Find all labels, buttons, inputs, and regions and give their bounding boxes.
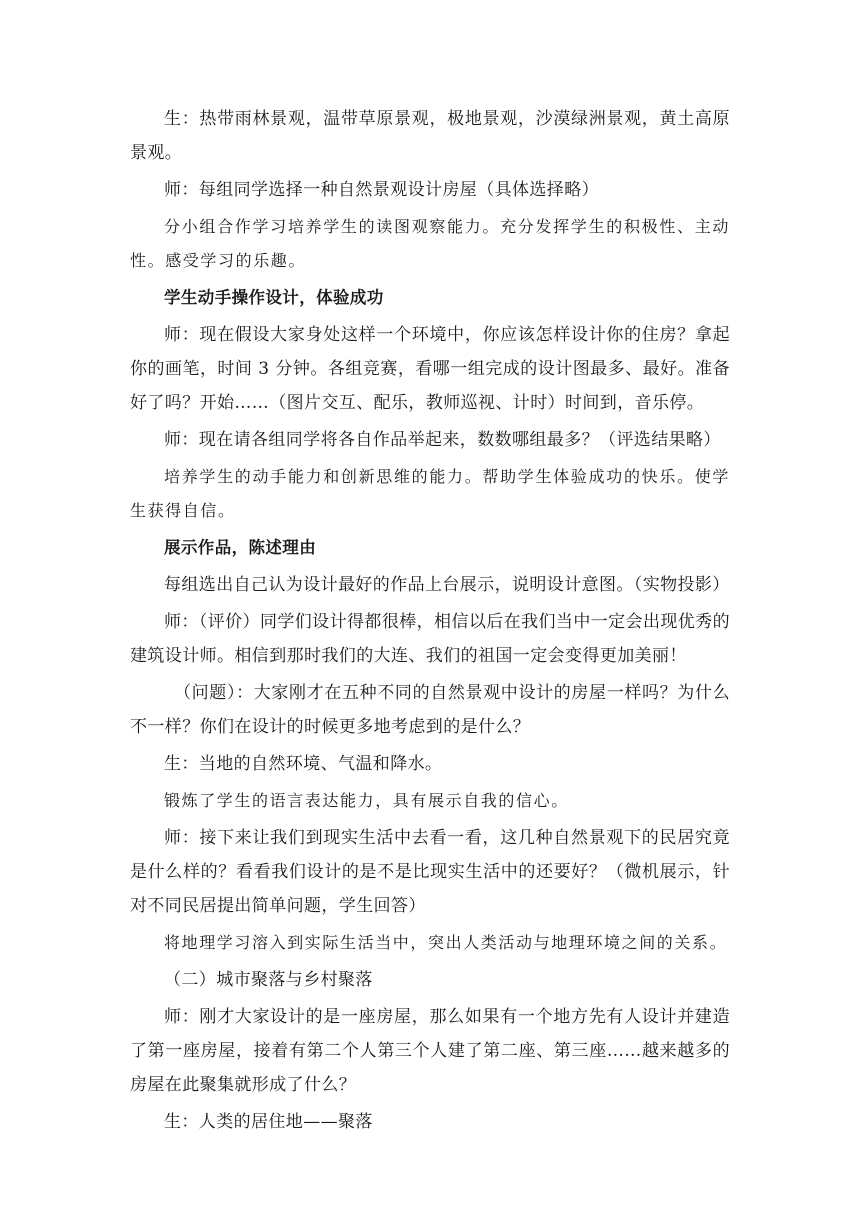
paragraph-teacher-settlement-question: 师：刚才大家设计的是一座房屋，那么如果有一个地方先有人设计并建造了第一座房屋，接着有第二个人第三个人建了第二座、第三座……越来越多的房屋在此聚集就形成了什么？ (130, 1007, 730, 1095)
paragraph-note-geography-life: 将地理学习溶入到实际生活当中，突出人类活动与地理环境之间的关系。 (164, 933, 728, 952)
paragraph-student-answer-settlement: 生：人类的居住地——聚落 (164, 1112, 373, 1132)
section-heading-present: 展示作品，陈述理由 (164, 538, 317, 557)
paragraph-note-expression: 锻炼了学生的语言表达能力，具有展示自我的信心。 (164, 791, 569, 810)
paragraph-question: （问题）：大家刚才在五种不同的自然景观中设计的房屋一样吗？为什么不一样？你们在设计的时候更多地考虑到的是什么？ (130, 683, 730, 737)
paragraph-teacher-raise-works: 师：现在请各组同学将各自作品举起来，数数哪组最多？（评选结果略） (164, 430, 721, 450)
paragraph-teacher-real-life: 师：接下来让我们到现实生活中去看一看，这几种自然景观下的民居究竟是什么样的？看看我们设计的是不是比现实生活中的还要好？（微机展示，针对不同民居提出简单问题，学生回答） (130, 828, 730, 916)
paragraph-student-answer-landscapes: 生：热带雨林景观，温带草原景观，极地景观，沙漠绿洲景观，黄土高原景观。 (130, 109, 730, 163)
section-heading-settlements: （二）城市聚落与乡村聚落 (164, 970, 373, 990)
section-heading-design: 学生动手操作设计，体验成功 (164, 288, 384, 307)
paragraph-note-group-learning: 分小组合作学习培养学生的读图观察能力。充分发挥学生的积极性、主动性。感受学习的乐趣。 (130, 217, 730, 270)
paragraph-student-answer-environment: 生：当地的自然环境、气温和降水。 (164, 754, 443, 774)
paragraph-teacher-choose-landscape: 师：每组同学选择一种自然景观设计房屋（具体选择略） (164, 180, 599, 200)
paragraph-teacher-evaluation: 师：（评价）同学们设计得都很棒，相信以后在我们当中一定会出现优秀的建筑设计师。相信到那时我们的大连、我们的祖国一定会变得更加美丽！ (130, 612, 730, 666)
paragraph-group-present: 每组选出自己认为设计最好的作品上台展示，说明设计意图。（实物投影） (164, 575, 730, 595)
paragraph-teacher-design-task: 师：现在假设大家身处这样一个环境中，你应该怎样设计你的住房？拿起你的画笔，时间 3 分钟。各组竞赛，看哪一组完成的设计图最多、最好。准备好了吗？开始……（图片交互、配乐，教师巡视、计时）时间到，音乐停。 (130, 325, 730, 413)
paragraph-note-creativity: 培养学生的动手能力和创新思维的能力。帮助学生体验成功的快乐。使学生获得自信。 (130, 467, 730, 520)
document-body (130, 102, 730, 1139)
